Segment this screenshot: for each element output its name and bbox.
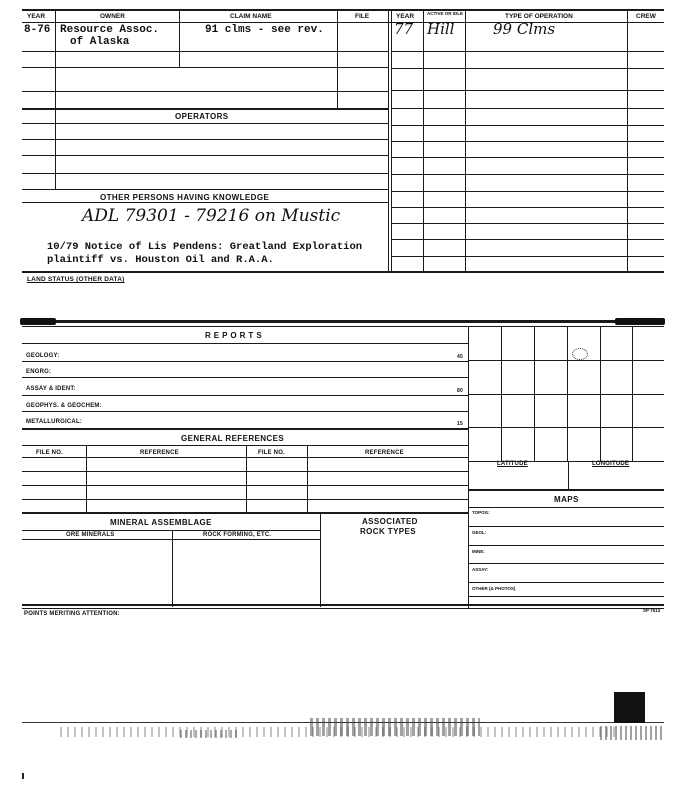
- latitude-label: LATITUDE: [497, 461, 528, 467]
- reports-title: R E P O R T S: [205, 331, 263, 340]
- maps-assay-label: ASSAY:: [472, 567, 489, 572]
- maps-topog-label: TOPOG:: [472, 510, 490, 515]
- map-location-mark: [572, 348, 588, 360]
- ref-col-file-no-1: FILE NO.: [36, 450, 63, 456]
- entry-claim: 91 clms - see rev.: [205, 24, 324, 36]
- handwritten-year: 77: [394, 20, 414, 38]
- entry-year: 8-76: [24, 24, 51, 36]
- ref-col-file-no-2: FILE NO.: [258, 450, 285, 456]
- header-claim-name: CLAIM NAME: [230, 13, 272, 20]
- maps-other-label: OTHER (& PHOTOS): [472, 586, 516, 591]
- other-persons-title: OTHER PERSONS HAVING KNOWLEDGE: [100, 193, 270, 202]
- form-number: SP 7513: [643, 608, 661, 613]
- entry-owner-line2: of Alaska: [70, 36, 130, 48]
- report-engrg-label: ENGRG:: [26, 369, 52, 375]
- header-year-2: YEAR: [396, 13, 415, 20]
- header-owner: OWNER: [100, 13, 125, 20]
- lis-pendens-line1: 10/79 Notice of Lis Pendens: Greatland Exploration: [47, 241, 363, 253]
- header-type-of-operation: TYPE OF OPERATION: [505, 13, 573, 20]
- handwritten-type: 99 Clms: [493, 20, 556, 38]
- header-crew: CREW: [636, 13, 656, 20]
- associated-rock-line1: ASSOCIATED: [362, 517, 418, 526]
- report-assay-code: 80: [457, 388, 463, 394]
- report-geology-code: 45: [457, 354, 463, 360]
- rock-forming-label: ROCK FORMING, ETC.: [203, 532, 272, 538]
- entry-owner-line1: Resource Assoc.: [60, 24, 160, 36]
- ore-minerals-label: ORE MINERALS: [66, 532, 115, 538]
- ref-col-reference-2: REFERENCE: [365, 450, 404, 456]
- associated-rock-line2: ROCK TYPES: [360, 527, 417, 536]
- ref-col-reference-1: REFERENCE: [140, 450, 179, 456]
- maps-geol-label: GEOL:: [472, 530, 487, 535]
- general-references-title: GENERAL REFERENCES: [181, 434, 285, 443]
- other-persons-handwritten: ADL 79301 - 79216 on Mustic: [82, 206, 341, 226]
- land-status-label: LAND STATUS (OTHER DATA): [27, 276, 125, 283]
- report-metallurgical-label: METALLURGICAL:: [26, 419, 83, 425]
- registration-mark: [614, 692, 645, 723]
- report-assay-label: ASSAY & IDENT:: [26, 386, 76, 392]
- maps-title: MAPS: [554, 495, 579, 504]
- header-active-idle: ACTIVE OR IDLE: [426, 11, 463, 16]
- report-geology-label: GEOLOGY:: [26, 353, 60, 359]
- header-year: YEAR: [27, 13, 46, 20]
- header-file: FILE: [355, 13, 370, 20]
- report-metallurgical-code: 15: [457, 421, 463, 427]
- operators-title: OPERATORS: [175, 112, 229, 121]
- report-geophys-label: GEOPHYS. & GEOCHEM:: [26, 403, 102, 409]
- maps-mine-label: MINE:: [472, 549, 485, 554]
- mineral-assemblage-title: MINERAL ASSEMBLAGE: [110, 518, 212, 527]
- lis-pendens-line2: plaintiff vs. Houston Oil and R.A.A.: [47, 254, 274, 266]
- longitude-label: LONGITUDE: [592, 461, 630, 467]
- handwritten-active: Hill: [427, 20, 455, 38]
- points-meriting-label: POINTS MERITING ATTENTION:: [24, 611, 120, 617]
